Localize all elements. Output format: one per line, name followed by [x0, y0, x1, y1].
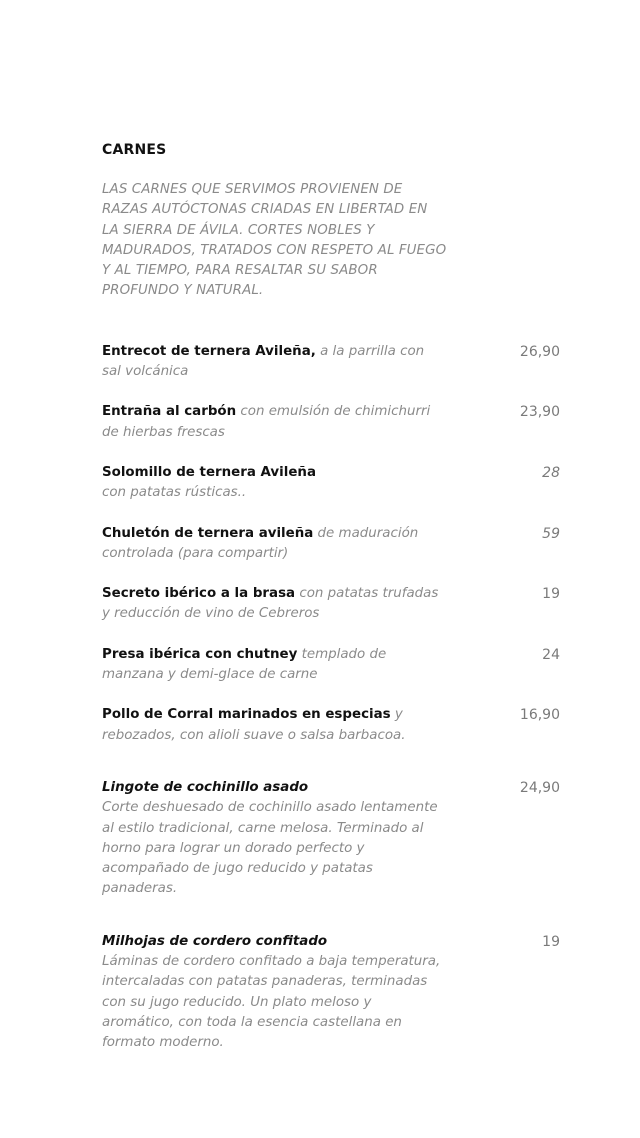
- menu-item-text: [102, 932, 447, 1054]
- menu-item-name: Entrecot de ternera Avileña,: [102, 343, 316, 359]
- section-intro: LAS CARNES QUE SERVIMOS PROVIENEN DE RAZAS AUTÓCTONAS CRIADAS EN LIBERTAD EN LA SIERRA DE ÁVILA. CORTES NOBLES Y MADURADOS, TRATADOS CON RESPETO AL FUEGO Y AL TIEMPO, PARA RESALTAR SU SABOR PROFUNDO Y NATURAL.: [102, 182, 447, 299]
- menu-item-price: 19: [542, 586, 560, 603]
- menu-page: [102, 140, 562, 1074]
- menu-item-desc: con patatas trufadas y reducción de vino de Cebreros: [102, 586, 439, 622]
- menu-item-presa: [102, 645, 562, 686]
- menu-items: [102, 342, 562, 1054]
- menu-item-milhojas: [102, 932, 562, 1054]
- menu-item-desc: con patatas rústicas..: [102, 485, 247, 501]
- menu-item-name: Milhojas de cordero confitado: [102, 933, 328, 949]
- menu-item-price: 19: [542, 933, 560, 950]
- menu-item-text: [102, 402, 447, 443]
- menu-item-desc: de maduración controlada (para compartir): [102, 525, 419, 561]
- menu-item-text: [102, 524, 447, 565]
- menu-item-price: 23,90: [519, 404, 560, 421]
- menu-item-desc: a la parrilla con sal volcánica: [102, 343, 425, 380]
- menu-item-name: Presa ibérica con chutney: [102, 646, 298, 662]
- menu-item-solomillo: [102, 463, 562, 504]
- menu-item-desc: con emulsión de chimichurri de hierbas frescas: [102, 404, 431, 440]
- menu-item-text: [102, 705, 447, 746]
- menu-item-entrecot: [102, 342, 562, 383]
- menu-item-name: Secreto ibérico a la brasa: [102, 586, 296, 602]
- section-title: CARNES: [102, 142, 167, 158]
- menu-item-text: [102, 778, 447, 900]
- menu-item-chuleton: [102, 524, 562, 565]
- menu-item-price: 24: [542, 646, 560, 663]
- menu-item-name: Chuletón de ternera avileña: [102, 525, 314, 541]
- menu-item-price: 28: [542, 464, 560, 481]
- menu-item-entrana: [102, 402, 562, 443]
- menu-item-name: Lingote de cochinillo asado: [102, 779, 309, 795]
- menu-item-desc: Corte deshuesado de cochinillo asado lentamente al estilo tradicional, carne melosa. Terminado al horno para lograr un dorado perfecto y acompañado de jugo reducido y patatas panaderas.: [102, 800, 438, 897]
- menu-item-desc: Láminas de cordero confitado a baja temperatura, intercaladas con patatas panaderas, terminadas con su jugo reducido. Un plato meloso y aromático, con toda la esencia castellana en formato moderno.: [102, 954, 441, 1051]
- menu-item-name: Entraña al carbón: [102, 404, 237, 420]
- menu-item-text: [102, 584, 447, 625]
- menu-item-price: 24,90: [519, 779, 560, 796]
- menu-item-price: 16,90: [519, 707, 560, 724]
- menu-item-desc: y rebozados, con alioli suave o salsa barbacoa.: [102, 707, 406, 743]
- menu-item-price: 59: [542, 525, 560, 542]
- menu-item-desc: templado de manzana y demi-glace de carne: [102, 646, 387, 683]
- menu-item-name: Solomillo de ternera Avileña: [102, 464, 316, 480]
- menu-item-text: [102, 645, 447, 686]
- menu-item-name: Pollo de Corral marinados en especias: [102, 707, 391, 723]
- menu-item-text: [102, 463, 447, 504]
- menu-item-pollo: [102, 705, 562, 746]
- menu-item-text: [102, 342, 447, 383]
- menu-item-price: 26,90: [519, 343, 560, 360]
- menu-item-lingote: [102, 778, 562, 900]
- menu-item-secreto: [102, 584, 562, 625]
